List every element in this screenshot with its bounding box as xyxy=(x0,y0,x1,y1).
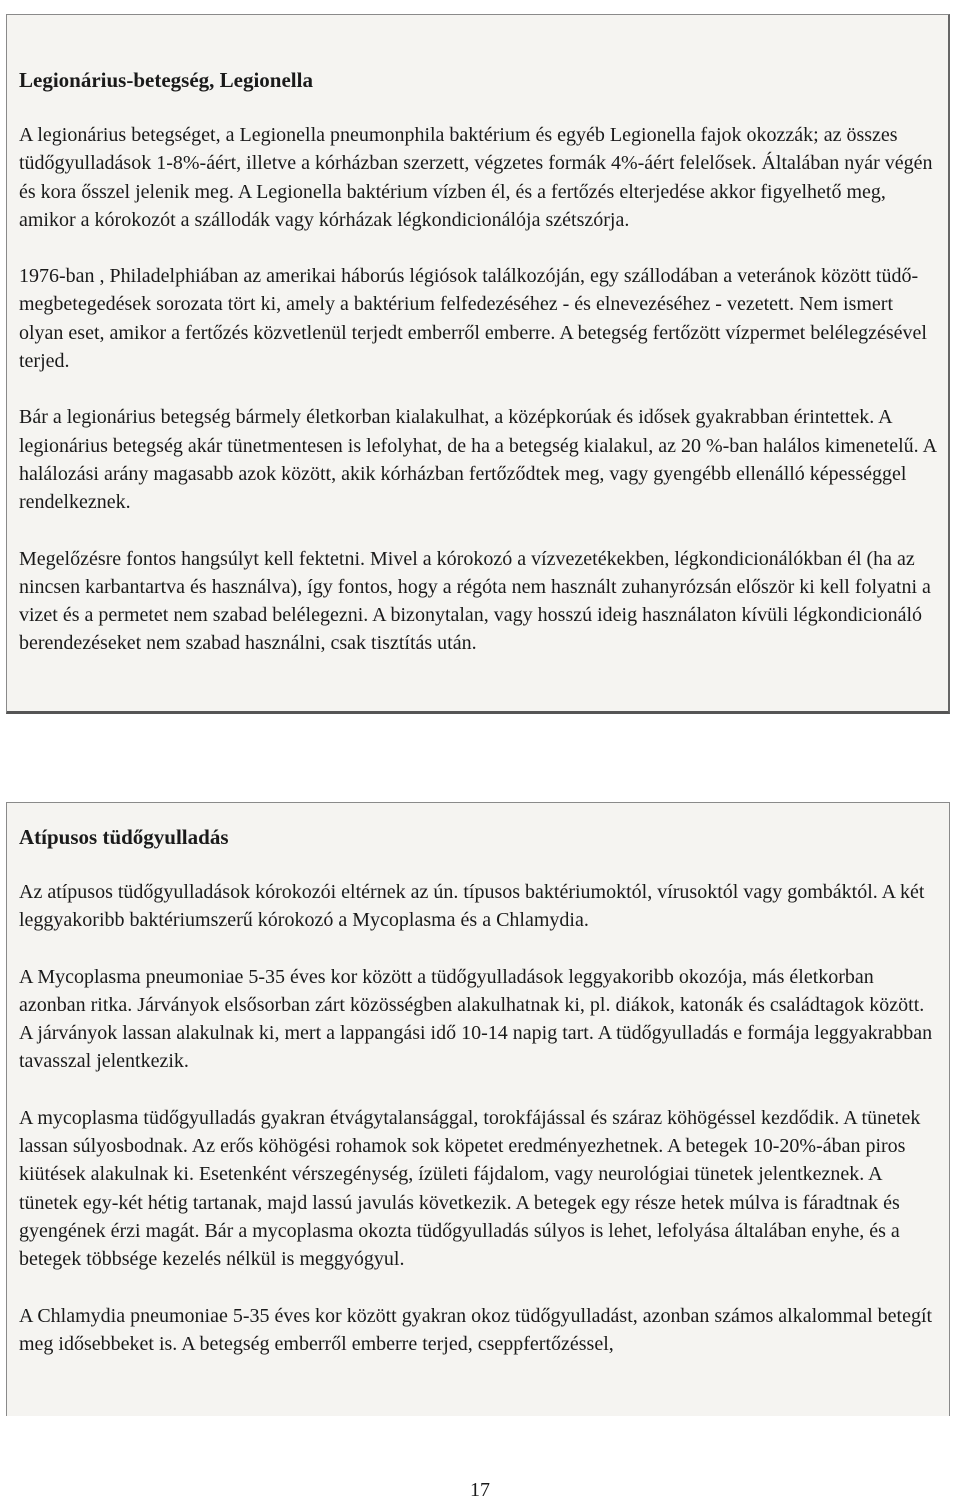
section-title: Atípusos tüdőgyulladás xyxy=(19,825,229,849)
paragraph: Bár a legionárius betegség bármely életkorban kialakulhat, a középkorúak és idősek gyakrabban érintettek. A legionárius betegség akár tünetmentesen is lefolyhat, de ha a betegség kialakul, az 20 %-ban halálos kimenetelű. A halálozási arány magasabb azok között, akik kórházban fertőződtek meg, vagy gyengébb ellenálló képességgel rendelkeznek. xyxy=(19,406,936,514)
section-title: Legionárius-betegség, Legionella xyxy=(19,68,313,92)
paragraph: Az atípusos tüdőgyulladások kórokozói eltérnek az ún. típusos baktériumoktól, vírusoktól vagy gombáktól. A két leggyakoribb baktériumszerű kórokozó a Mycoplasma és a Chlamydia. xyxy=(19,881,925,932)
legionella-section xyxy=(6,14,950,714)
paragraph: A Mycoplasma pneumoniae 5-35 éves kor között a tüdőgyulladások leggyakoribb okozója, más életkorban azonban ritka. Járványok elsősorban zárt közösségben alakulhatnak ki, pl. diákok, katonák és családtagok között. A járványok lassan alakulnak ki, mert a lappangási idő 10-14 napig tart. A tüdőgyulladás e formája leggyakrabban tavasszal jelentkezik. xyxy=(19,965,933,1073)
paragraph: A Chlamydia pneumoniae 5-35 éves kor között gyakran okoz tüdőgyulladást, azonban számos alkalommal betegít meg idősebbeket is. A betegség emberről emberre terjed, cseppfertőzéssel, xyxy=(19,1304,933,1355)
paragraph: A mycoplasma tüdőgyulladás gyakran étvágytalansággal, torokfájással és száraz köhögéssel kezdődik. A tünetek lassan súlyosbodnak. Az erős köhögési rohamok sok köpetet eredményezhetnek. A betegek 10-20%-ában piros kiütések alakulnak ki. Esetenként vérszegénység, ízületi fájdalom, vagy neurológiai tünetek jelentkeznek. A tünetek egy-két hétig tartanak, majd lassú javulás következik. A betegek egy része hetek múlva is fáradtnak és gyengének érzi magát. Bár a mycoplasma okozta tüdőgyulladás súlyos is lehet, lefolyása általában enyhe, és a betegek többsége kezelés nélkül is meggyógyul. xyxy=(19,1106,921,1271)
page-number: 17 xyxy=(470,1479,490,1501)
paragraph: A legionárius betegséget, a Legionella pneumonphila baktérium és egyéb Legionella fajok okozzák; az összes tüdőgyulladások 1-8%-áért, illetve a kórházban szerzett, végzetes formák 4%-áért felelősek. Általában nyár végén és kora ősszel jelenik meg. A Legionella baktérium vízben él, és a fertőzés elterjedése akkor figyelhető meg, amikor a kórokozót a szállodák vagy kórházak légkondicionálója szétszórja. xyxy=(19,124,933,231)
paragraph: 1976-ban , Philadelphiában az amerikai háborús légiósok találkozóján, egy szállodában a veteránok között tüdő-megbetegedések sorozata tört ki, amely a baktérium felfedezéséhez - és elnevezéséhez - vezetett. Nem ismert olyan eset, amikor a fertőzés közvetlenül terjedt emberről emberre. A betegség fertőzött vízpermet belélegzésével terjed. xyxy=(19,265,927,373)
paragraph: Megelőzésre fontos hangsúlyt kell fektetni. Mivel a kórokozó a vízvezetékekben, légkondicionálókban él (ha az nincsen karbantartva és használva), így fontos, hogy a régóta nem használt zuhanyrózsán először ki kell folyatni a vizet és a permetet nem szabad belélegezni. A bizonytalan, vagy hosszú ideig használaton kívüli légkondicionáló berendezéseket nem szabad használni, csak tisztítás után. xyxy=(19,547,931,655)
atypical-pneumonia-section xyxy=(6,802,950,1416)
